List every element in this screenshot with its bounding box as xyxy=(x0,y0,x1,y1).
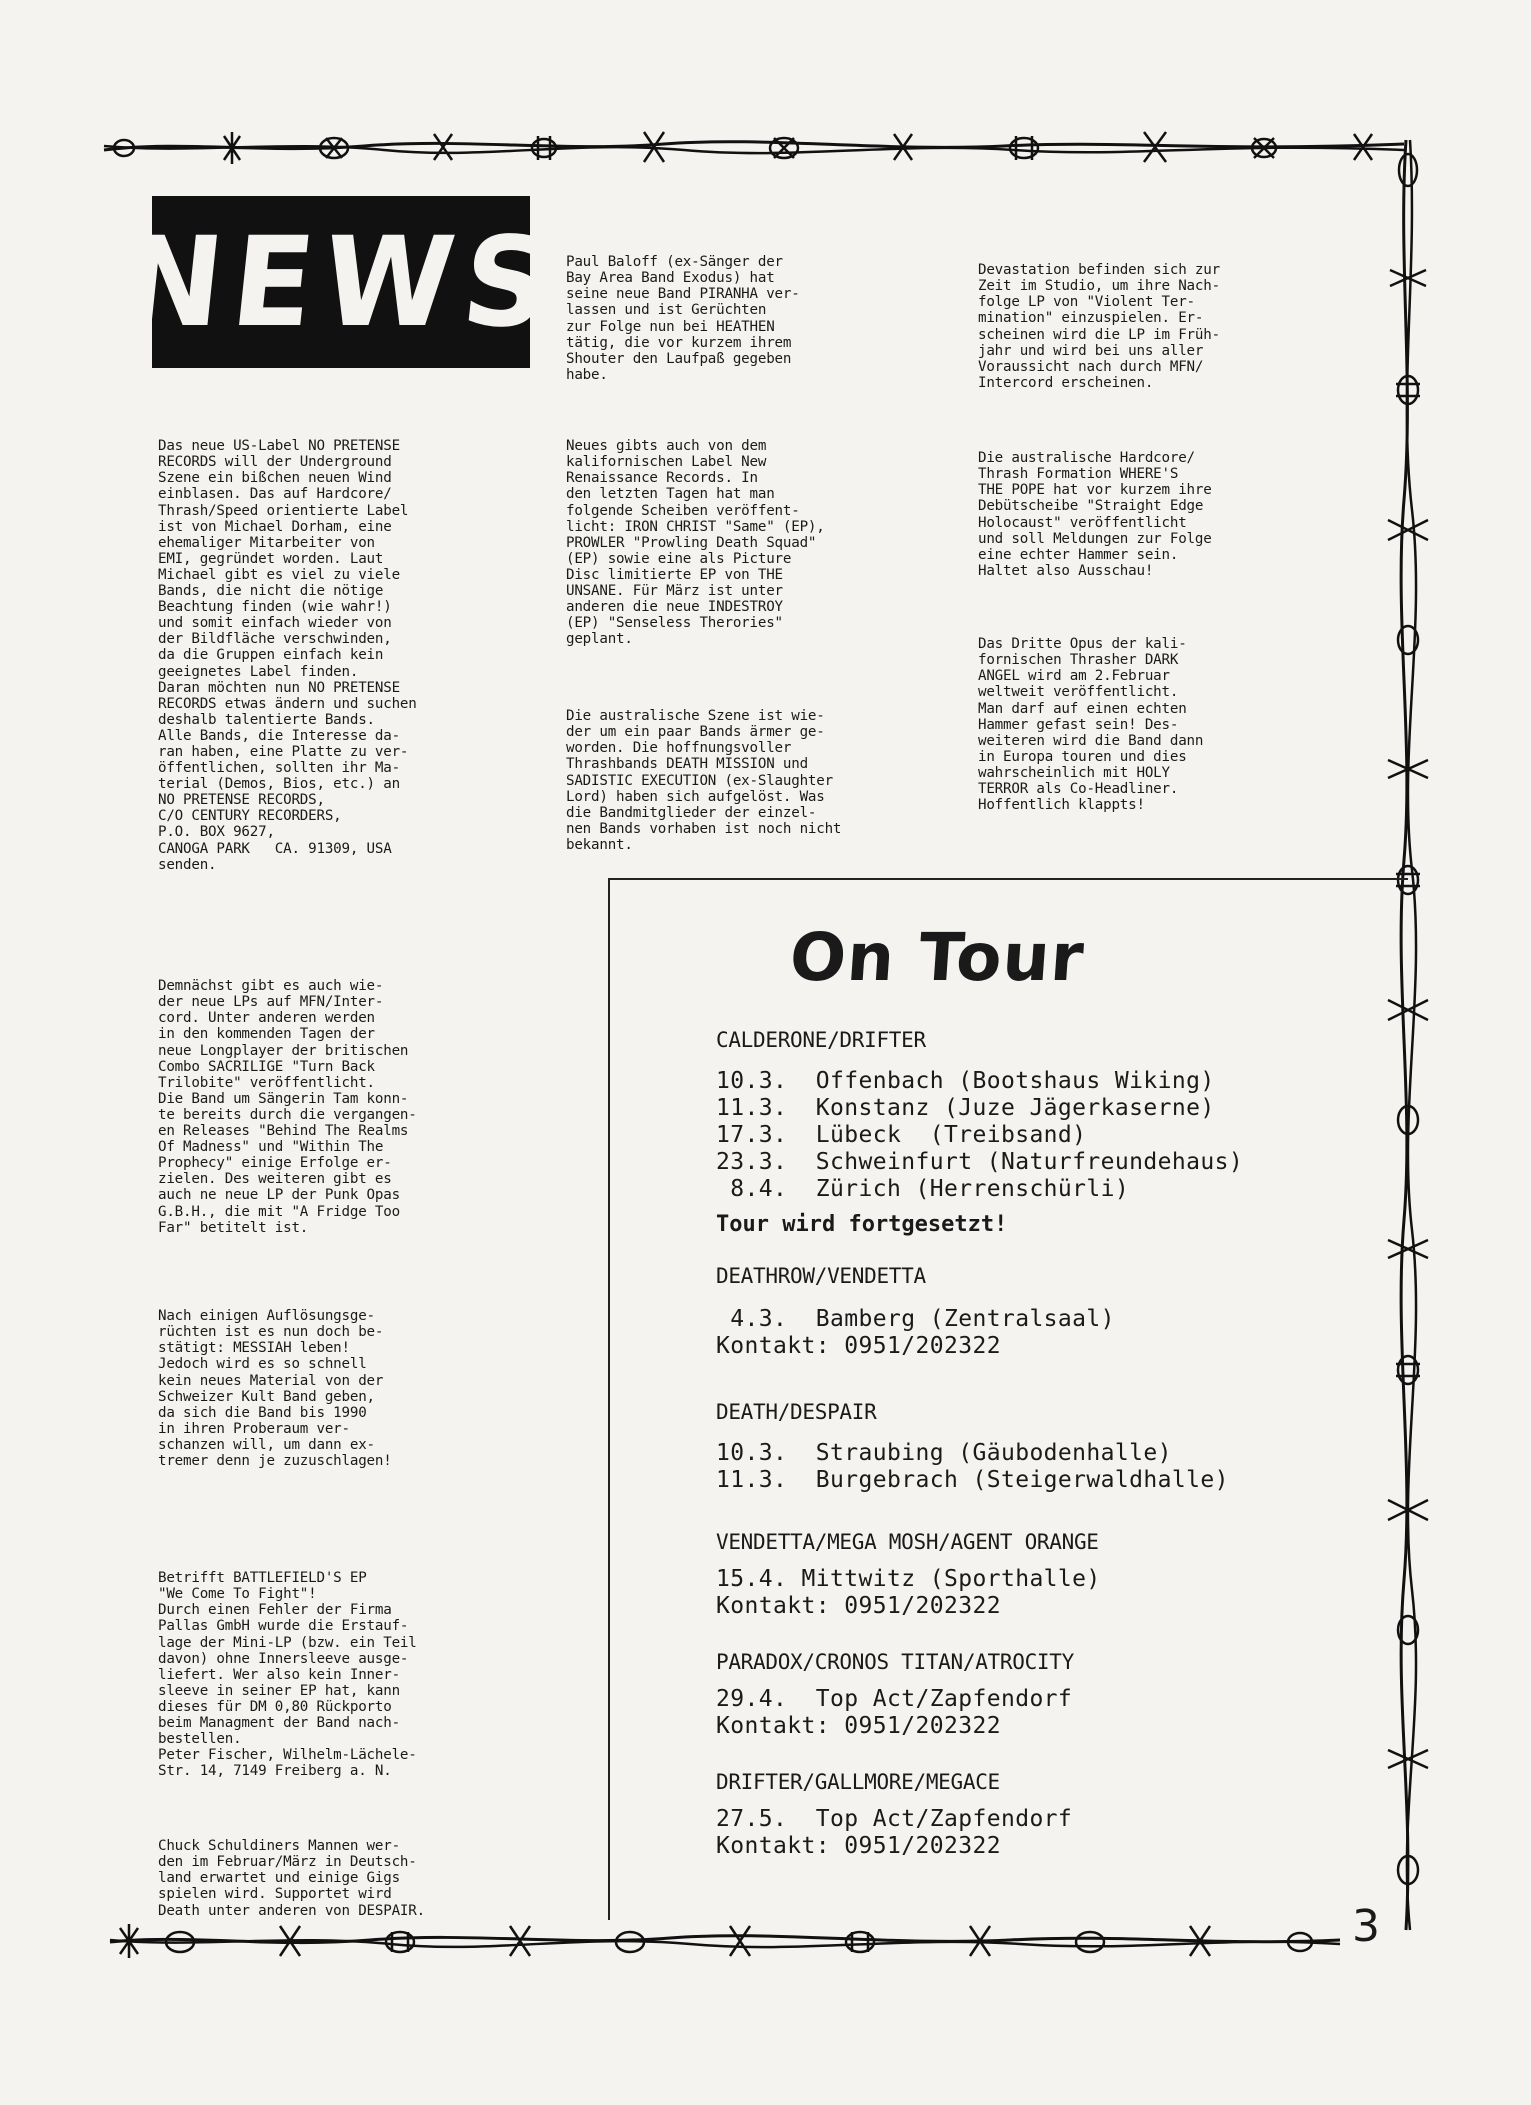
barbed-wire-top xyxy=(104,118,1404,178)
tour-group-dates: 27.5. Top Act/Zapfendorf Kontakt: 0951/202322 xyxy=(716,1806,1073,1859)
news-title: NEWS xyxy=(116,209,566,355)
news-column-left-2 xyxy=(158,946,417,1268)
news-item-new-renaissance: Neues gibts auch von dem kalifornischen Label New Renaissance Records. In den letzten Tagen hat man folgende Scheiben veröffent- licht: IRON CHRIST "Same" (EP), PROWLER "Prowling Death Squad" (EP) sowie eine als Picture Disc limitierte EP von THE UNSANE. Für März ist unter anderen die neue INDESTROY (EP) "Senseless Therories" geplant. xyxy=(566,438,825,648)
news-item-dark-angel: Das Dritte Opus der kali- fornischen Thrasher DARK ANGEL wird am 2.Februar weltweit veröffentlicht. Man darf auf einen echten Hammer gefast sein! Des- weiteren wird die Band dann in Europa touren und dies wahrscheinlich mit HOLY TERROR als Co-Headliner. Hoffentlich klappts! xyxy=(978,636,1204,814)
on-tour-title: On Tour xyxy=(787,919,1087,996)
news-column-left-4 xyxy=(158,1538,417,1812)
news-column-middle-3 xyxy=(566,676,841,885)
news-item-australia: Die australische Szene ist wie- der um ein paar Bands ärmer ge- worden. Die hoffnungsvoller Thrashbands DEATH MISSION und SADISTIC EXECUTION (ex-Slaughter Lord) haben sich aufgelöst. Was die Bandmitglieder der einzel- nen Bands vorhaben ist noch nicht bekannt. xyxy=(566,708,842,853)
news-item-no-pretense: Das neue US-Label NO PRETENSE RECORDS will der Underground Szene ein bißchen neuen Wind einblasen. Das auf Hardcore/ Thrash/Speed orientierte Label ist von Michael Dorham, eine ehemaliger Mitarbeiter von EMI, gegründet worden. Laut Michael gibt es viel zu viele Bands, die nicht die nötige Beachtung finden (wie wahr!) und somit einfach wieder von der Bildfläche verschwinden, da die Gruppen einfach kein geeignetes Label finden. Daran möchten nun NO PRETENSE RECORDS etwas ändern und suchen deshalb talentierte Bands. Alle Bands, die Interesse da- ran haben, eine Platte zu ver- öffentlichen, sollten ihr Ma- terial (Demos, Bios, etc.) an NO PRETENSE RECORDS, C/O CENTURY RECORDERS, P.O. BOX 9627, CANOGA PARK CA. 91309, USA senden. xyxy=(158,438,417,873)
tour-group-name: CALDERONE/DRIFTER xyxy=(716,1028,926,1052)
tour-group-name: DRIFTER/GALLMORE/MEGACE xyxy=(716,1770,1000,1794)
tour-group-note: Tour wird fortgesetzt! xyxy=(716,1212,1008,1237)
tour-group-name: DEATHROW/VENDETTA xyxy=(716,1264,926,1288)
news-item-messiah: Nach einigen Auflösungsge- rüchten ist es nun doch be- stätigt: MESSIAH leben! Jedoch wird es so schnell kein neues Material von der Schweizer Kult Band geben, da sich die Band bis 1990 in ihren Proberaum ver- schanzen will, um dann ex- tremer denn je zuzuschlagen! xyxy=(158,1308,392,1470)
news-column-right-2 xyxy=(978,418,1212,611)
news-item-baloff: Paul Baloff (ex-Sänger der Bay Area Band Exodus) hat seine neue Band PIRANHA ver- lassen und ist Gerüchten zur Folge nun bei HEATHEN tätig, die vor kurzem ihrem Shouter den Laufpaß gegeben habe. xyxy=(566,254,800,383)
news-column-left-5 xyxy=(158,1806,425,1951)
news-column-left-3 xyxy=(158,1276,392,1501)
news-column-middle-2 xyxy=(566,406,825,680)
tour-group-dates: 10.3. Straubing (Gäubodenhalle) 11.3. Burgebrach (Steigerwaldhalle) xyxy=(716,1440,1229,1493)
news-column-right xyxy=(978,230,1220,423)
tour-group-name: PARADOX/CRONOS TITAN/ATROCITY xyxy=(716,1650,1074,1674)
news-item-devastation: Devastation befinden sich zur Zeit im Studio, um ihre Nach- folge LP von "Violent Ter- mination" einzuspielen. Er- scheinen wird die LP im Früh- jahr und wird bei uns aller Voraussicht nach durch MFN/ Intercord erscheinen. xyxy=(978,262,1220,391)
tour-group-dates: 10.3. Offenbach (Bootshaus Wiking) 11.3. Konstanz (Juze Jägerkaserne) 17.3. Lübeck (Treibsand) 23.3. Schweinfurt (Naturfreundehaus) 8.4. Zürich (Herrenschürli) xyxy=(716,1068,1244,1202)
news-item-mfn-intercord: Demnächst gibt es auch wie- der neue LPs auf MFN/Inter- cord. Unter anderen werden in den kommenden Tagen der neue Longplayer der britischen Combo SACRILIGE "Turn Back Trilobite" veröffentlicht. Die Band um Sängerin Tam konn- te bereits durch die vergangen- en Releases "Behind The Realms Of Madness" und "Within The Prophecy" einige Erfolge er- zielen. Des weiteren gibt es auch ne neue LP der Punk Opas G.B.H., die mit "A Fridge Too Far" betitelt ist. xyxy=(158,978,417,1236)
news-column-right-3 xyxy=(978,604,1203,845)
tour-group-name: DEATH/DESPAIR xyxy=(716,1400,877,1424)
news-banner xyxy=(116,196,566,368)
tour-group-dates: 29.4. Top Act/Zapfendorf Kontakt: 0951/202322 xyxy=(716,1686,1073,1739)
tour-group-dates: 4.3. Bamberg (Zentralsaal) Kontakt: 0951/202322 xyxy=(716,1306,1115,1359)
news-item-battlefield: Betrifft BATTLEFIELD'S EP "We Come To Fight"! Durch einen Fehler der Firma Pallas GmbH wurde die Erstauf- lage der Mini-LP (bzw. ein Teil davon) ohne Innersleeve ausge- liefert. Wer also kein Inner- sleeve in seiner EP hat, kann dieses für DM 0,80 Rückporto beim Managment der Band nach- bestellen. Peter Fischer, Wilhelm-Lächele- Str. 14, 7149 Freiberg a. N. xyxy=(158,1570,417,1780)
news-column-left xyxy=(158,406,417,905)
news-column-middle xyxy=(566,222,800,415)
news-item-death: Chuck Schuldiners Mannen wer- den im Februar/März in Deutsch- land erwartet und einige Gigs spielen wird. Supportet wird Death unter anderen von DESPAIR. xyxy=(158,1838,425,1919)
page-number: 3 xyxy=(1352,1901,1380,1952)
tour-group-dates: 15.4. Mittwitz (Sporthalle) Kontakt: 0951/202322 xyxy=(716,1566,1101,1619)
news-item-wheres-the-pope: Die australische Hardcore/ Thrash Formation WHERE'S THE POPE hat vor kurzem ihre Debütscheibe "Straight Edge Holocaust" veröffentlicht und soll Meldungen zur Folge eine echter Hammer sein. Haltet also Ausschau! xyxy=(978,450,1212,579)
tour-group-name: VENDETTA/MEGA MOSH/AGENT ORANGE xyxy=(716,1530,1099,1554)
